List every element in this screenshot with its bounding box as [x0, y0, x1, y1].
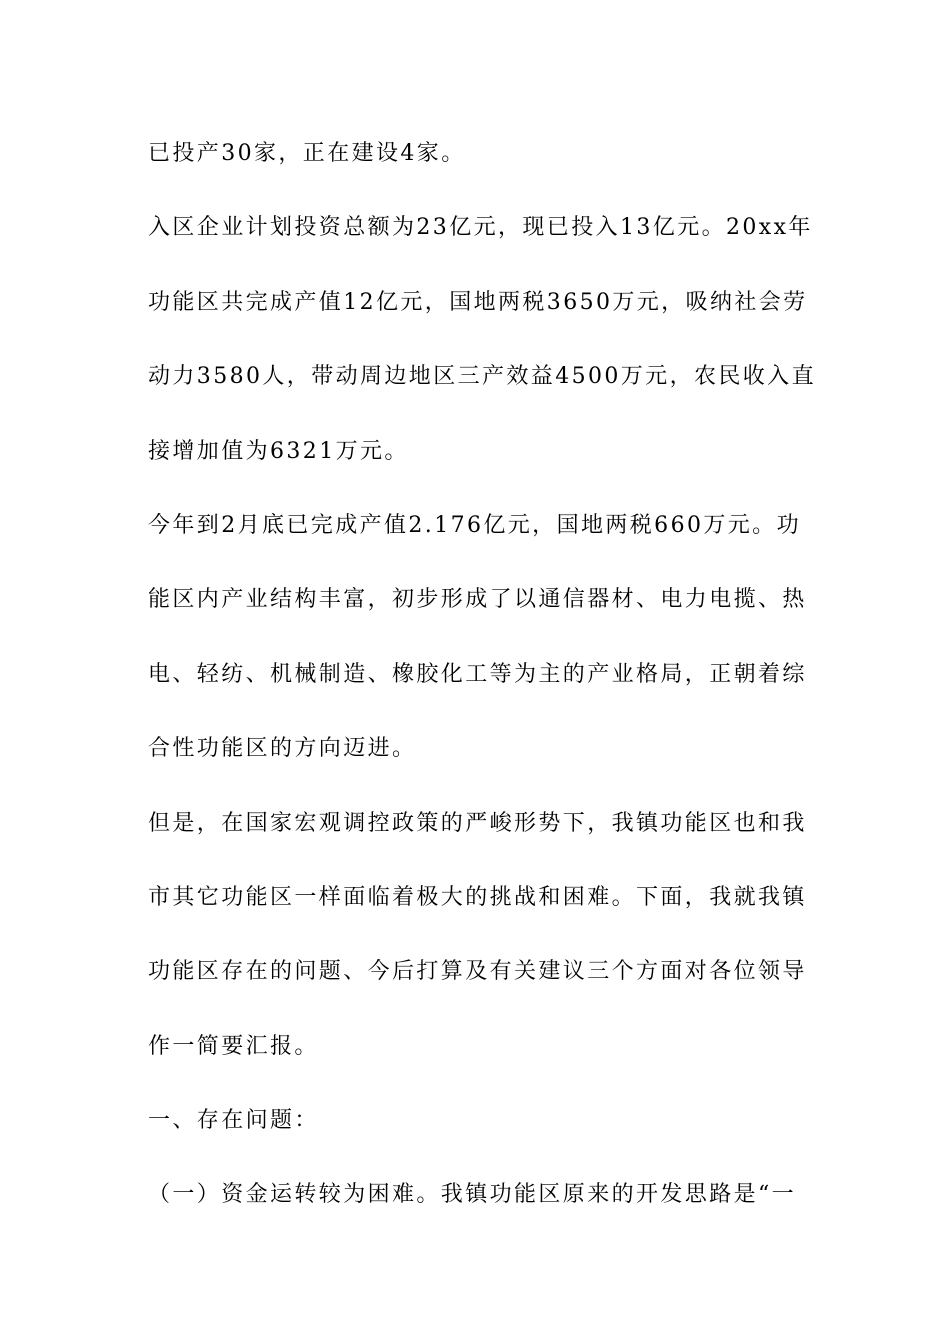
text-line: （一）资金运转较为困难。我镇功能区原来的开发思路是“一 [148, 1182, 797, 1208]
text-line: 今年到2月底已完成产值2.176亿元，国地两税660万元。功 [148, 512, 801, 538]
text-line: 合性功能区的方向迈进。 [148, 736, 417, 762]
text-line: 但是，在国家宏观调控政策的严峻形势下，我镇功能区也和我 [148, 810, 807, 836]
section-heading: 一、存在问题： [148, 1108, 319, 1134]
text-line: 作一简要汇报。 [148, 1033, 319, 1059]
document-body [148, 132, 816, 1248]
text-line: 市其它功能区一样面临着极大的挑战和困难。下面，我就我镇 [148, 884, 807, 910]
text-line: 入区企业计划投资总额为23亿元，现已投入13亿元。20xx年 [148, 215, 813, 241]
text-line: 功能区共完成产值12亿元，国地两税3650万元，吸纳社会劳 [148, 289, 808, 315]
text-line: 接增加值为6321万元。 [148, 438, 409, 464]
text-line: 功能区存在的问题、今后打算及有关建议三个方面对各位领导 [148, 959, 807, 985]
text-line: 电、轻纺、机械制造、橡胶化工等为主的产业格局，正朝着综 [148, 661, 807, 687]
text-line: 已投产30家，正在建设4家。 [148, 141, 466, 166]
text-line: 动力3580人，带动周边地区三产效益4500万元，农民收入直 [148, 364, 816, 390]
text-line: 能区内产业结构丰富，初步形成了以通信器材、电力电揽、热 [148, 587, 807, 613]
